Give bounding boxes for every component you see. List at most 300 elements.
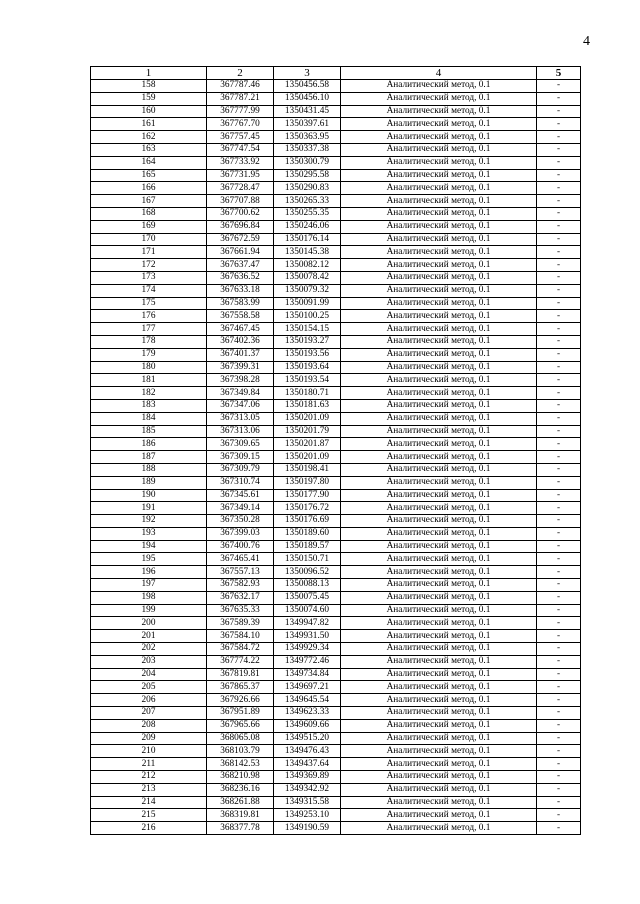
y-coordinate-cell: 1349734.84 — [274, 668, 341, 681]
x-coordinate-cell: 367757.45 — [207, 131, 274, 144]
note-cell: - — [537, 412, 581, 425]
table-row — [91, 694, 581, 707]
y-coordinate-cell: 1350150.71 — [274, 553, 341, 566]
note-cell: - — [537, 502, 581, 515]
table-row — [91, 630, 581, 643]
note-cell: - — [537, 719, 581, 732]
y-coordinate-cell: 1350193.54 — [274, 374, 341, 387]
note-cell: - — [537, 335, 581, 348]
table-row — [91, 207, 581, 220]
table-row — [91, 617, 581, 630]
x-coordinate-cell: 367350.28 — [207, 515, 274, 528]
x-coordinate-cell: 367632.17 — [207, 591, 274, 604]
method-cell: Аналитический метод, 0.1 — [341, 361, 537, 374]
table-row — [91, 604, 581, 617]
method-cell: Аналитический метод, 0.1 — [341, 668, 537, 681]
table-row — [91, 335, 581, 348]
point-number-cell: 200 — [91, 617, 207, 630]
y-coordinate-cell: 1350246.06 — [274, 220, 341, 233]
table-row — [91, 591, 581, 604]
point-number-cell: 181 — [91, 374, 207, 387]
note-cell: - — [537, 809, 581, 822]
note-cell: - — [537, 579, 581, 592]
method-cell: Аналитический метод, 0.1 — [341, 489, 537, 502]
method-cell: Аналитический метод, 0.1 — [341, 822, 537, 835]
y-coordinate-cell: 1350176.72 — [274, 502, 341, 515]
point-number-cell: 209 — [91, 732, 207, 745]
table-row — [91, 246, 581, 259]
point-number-cell: 212 — [91, 771, 207, 784]
y-coordinate-cell: 1350075.45 — [274, 591, 341, 604]
point-number-cell: 167 — [91, 195, 207, 208]
x-coordinate-cell: 367747.54 — [207, 143, 274, 156]
y-coordinate-cell: 1349515.20 — [274, 732, 341, 745]
note-cell: - — [537, 655, 581, 668]
x-coordinate-cell: 367402.36 — [207, 335, 274, 348]
method-cell: Аналитический метод, 0.1 — [341, 451, 537, 464]
table-row — [91, 783, 581, 796]
x-coordinate-cell: 367467.45 — [207, 323, 274, 336]
table-row — [91, 195, 581, 208]
y-coordinate-cell: 1349931.50 — [274, 630, 341, 643]
point-number-cell: 168 — [91, 207, 207, 220]
header-cell-3: 3 — [274, 67, 341, 80]
method-cell: Аналитический метод, 0.1 — [341, 182, 537, 195]
table-row — [91, 463, 581, 476]
note-cell: - — [537, 169, 581, 182]
y-coordinate-cell: 1350193.56 — [274, 348, 341, 361]
y-coordinate-cell: 1350397.61 — [274, 118, 341, 131]
table-row — [91, 156, 581, 169]
x-coordinate-cell: 367584.10 — [207, 630, 274, 643]
note-cell: - — [537, 668, 581, 681]
x-coordinate-cell: 367661.94 — [207, 246, 274, 259]
table-row — [91, 732, 581, 745]
method-cell: Аналитический метод, 0.1 — [341, 758, 537, 771]
y-coordinate-cell: 1350082.12 — [274, 259, 341, 272]
x-coordinate-cell: 367865.37 — [207, 681, 274, 694]
y-coordinate-cell: 1349623.33 — [274, 707, 341, 720]
table-body — [91, 80, 581, 835]
point-number-cell: 179 — [91, 348, 207, 361]
table-header — [91, 67, 581, 80]
x-coordinate-cell: 367345.61 — [207, 489, 274, 502]
method-cell: Аналитический метод, 0.1 — [341, 553, 537, 566]
y-coordinate-cell: 1350177.90 — [274, 489, 341, 502]
x-coordinate-cell: 367787.46 — [207, 80, 274, 93]
table-row — [91, 271, 581, 284]
note-cell: - — [537, 489, 581, 502]
x-coordinate-cell: 367635.33 — [207, 604, 274, 617]
table-row — [91, 105, 581, 118]
point-number-cell: 207 — [91, 707, 207, 720]
point-number-cell: 195 — [91, 553, 207, 566]
x-coordinate-cell: 367309.79 — [207, 463, 274, 476]
method-cell: Аналитический метод, 0.1 — [341, 118, 537, 131]
table-row — [91, 374, 581, 387]
header-cell-2: 2 — [207, 67, 274, 80]
point-number-cell: 162 — [91, 131, 207, 144]
y-coordinate-cell: 1350193.64 — [274, 361, 341, 374]
x-coordinate-cell: 367465.41 — [207, 553, 274, 566]
x-coordinate-cell: 367787.21 — [207, 92, 274, 105]
header-cell-1: 1 — [91, 67, 207, 80]
note-cell: - — [537, 156, 581, 169]
y-coordinate-cell: 1350193.27 — [274, 335, 341, 348]
y-coordinate-cell: 1349697.21 — [274, 681, 341, 694]
y-coordinate-cell: 1350176.69 — [274, 515, 341, 528]
note-cell: - — [537, 566, 581, 579]
table-row — [91, 425, 581, 438]
method-cell: Аналитический метод, 0.1 — [341, 809, 537, 822]
table-row — [91, 681, 581, 694]
x-coordinate-cell: 367399.31 — [207, 361, 274, 374]
y-coordinate-cell: 1350201.87 — [274, 438, 341, 451]
point-number-cell: 158 — [91, 80, 207, 93]
note-cell: - — [537, 361, 581, 374]
point-number-cell: 165 — [91, 169, 207, 182]
y-coordinate-cell: 1349437.64 — [274, 758, 341, 771]
point-number-cell: 211 — [91, 758, 207, 771]
table-row — [91, 655, 581, 668]
point-number-cell: 199 — [91, 604, 207, 617]
note-cell: - — [537, 310, 581, 323]
table-row — [91, 284, 581, 297]
method-cell: Аналитический метод, 0.1 — [341, 143, 537, 156]
x-coordinate-cell: 368065.08 — [207, 732, 274, 745]
table-row — [91, 259, 581, 272]
note-cell: - — [537, 143, 581, 156]
x-coordinate-cell: 367557.13 — [207, 566, 274, 579]
x-coordinate-cell: 367636.52 — [207, 271, 274, 284]
point-number-cell: 203 — [91, 655, 207, 668]
y-coordinate-cell: 1350300.79 — [274, 156, 341, 169]
y-coordinate-cell: 1350255.35 — [274, 207, 341, 220]
point-number-cell: 202 — [91, 643, 207, 656]
y-coordinate-cell: 1350201.09 — [274, 412, 341, 425]
point-number-cell: 174 — [91, 284, 207, 297]
method-cell: Аналитический метод, 0.1 — [341, 604, 537, 617]
y-coordinate-cell: 1350091.99 — [274, 297, 341, 310]
method-cell: Аналитический метод, 0.1 — [341, 387, 537, 400]
table-row — [91, 527, 581, 540]
point-number-cell: 160 — [91, 105, 207, 118]
y-coordinate-cell: 1350265.33 — [274, 195, 341, 208]
note-cell: - — [537, 399, 581, 412]
y-coordinate-cell: 1350145.38 — [274, 246, 341, 259]
x-coordinate-cell: 367707.88 — [207, 195, 274, 208]
x-coordinate-cell: 367926.66 — [207, 694, 274, 707]
note-cell: - — [537, 822, 581, 835]
table-row — [91, 131, 581, 144]
y-coordinate-cell: 1349342.92 — [274, 783, 341, 796]
method-cell: Аналитический метод, 0.1 — [341, 80, 537, 93]
x-coordinate-cell: 368103.79 — [207, 745, 274, 758]
table-row — [91, 796, 581, 809]
table-row — [91, 233, 581, 246]
method-cell: Аналитический метод, 0.1 — [341, 630, 537, 643]
y-coordinate-cell: 1349772.46 — [274, 655, 341, 668]
x-coordinate-cell: 367731.95 — [207, 169, 274, 182]
note-cell: - — [537, 643, 581, 656]
note-cell: - — [537, 284, 581, 297]
x-coordinate-cell: 367696.84 — [207, 220, 274, 233]
note-cell: - — [537, 323, 581, 336]
point-number-cell: 193 — [91, 527, 207, 540]
x-coordinate-cell: 367777.99 — [207, 105, 274, 118]
x-coordinate-cell: 367349.84 — [207, 387, 274, 400]
x-coordinate-cell: 368261.88 — [207, 796, 274, 809]
x-coordinate-cell: 367637.47 — [207, 259, 274, 272]
note-cell: - — [537, 732, 581, 745]
note-cell: - — [537, 131, 581, 144]
x-coordinate-cell: 367672.59 — [207, 233, 274, 246]
note-cell: - — [537, 80, 581, 93]
note-cell: - — [537, 604, 581, 617]
y-coordinate-cell: 1350363.95 — [274, 131, 341, 144]
note-cell: - — [537, 694, 581, 707]
table-row — [91, 182, 581, 195]
table-row — [91, 118, 581, 131]
x-coordinate-cell: 367589.39 — [207, 617, 274, 630]
x-coordinate-cell: 367633.18 — [207, 284, 274, 297]
table-row — [91, 707, 581, 720]
y-coordinate-cell: 1350078.42 — [274, 271, 341, 284]
method-cell: Аналитический метод, 0.1 — [341, 284, 537, 297]
y-coordinate-cell: 1350456.58 — [274, 80, 341, 93]
point-number-cell: 176 — [91, 310, 207, 323]
point-number-cell: 169 — [91, 220, 207, 233]
point-number-cell: 191 — [91, 502, 207, 515]
point-number-cell: 189 — [91, 476, 207, 489]
x-coordinate-cell: 367313.05 — [207, 412, 274, 425]
method-cell: Аналитический метод, 0.1 — [341, 131, 537, 144]
point-number-cell: 180 — [91, 361, 207, 374]
point-number-cell: 206 — [91, 694, 207, 707]
note-cell: - — [537, 105, 581, 118]
y-coordinate-cell: 1350290.83 — [274, 182, 341, 195]
x-coordinate-cell: 367347.06 — [207, 399, 274, 412]
table-row — [91, 80, 581, 93]
method-cell: Аналитический метод, 0.1 — [341, 566, 537, 579]
table-row — [91, 643, 581, 656]
note-cell: - — [537, 220, 581, 233]
point-number-cell: 198 — [91, 591, 207, 604]
x-coordinate-cell: 367558.58 — [207, 310, 274, 323]
point-number-cell: 171 — [91, 246, 207, 259]
y-coordinate-cell: 1350337.38 — [274, 143, 341, 156]
x-coordinate-cell: 367398.28 — [207, 374, 274, 387]
table-row — [91, 758, 581, 771]
x-coordinate-cell: 367349.14 — [207, 502, 274, 515]
note-cell: - — [537, 527, 581, 540]
note-cell: - — [537, 374, 581, 387]
method-cell: Аналитический метод, 0.1 — [341, 412, 537, 425]
y-coordinate-cell: 1349645.54 — [274, 694, 341, 707]
y-coordinate-cell: 1350088.13 — [274, 579, 341, 592]
table-row — [91, 515, 581, 528]
y-coordinate-cell: 1350154.15 — [274, 323, 341, 336]
x-coordinate-cell: 367584.72 — [207, 643, 274, 656]
point-number-cell: 196 — [91, 566, 207, 579]
point-number-cell: 182 — [91, 387, 207, 400]
point-number-cell: 187 — [91, 451, 207, 464]
table-row — [91, 553, 581, 566]
point-number-cell: 178 — [91, 335, 207, 348]
method-cell: Аналитический метод, 0.1 — [341, 463, 537, 476]
note-cell: - — [537, 553, 581, 566]
y-coordinate-cell: 1349476.43 — [274, 745, 341, 758]
method-cell: Аналитический метод, 0.1 — [341, 745, 537, 758]
y-coordinate-cell: 1350189.57 — [274, 540, 341, 553]
note-cell: - — [537, 783, 581, 796]
table-row — [91, 323, 581, 336]
table-row — [91, 310, 581, 323]
point-number-cell: 215 — [91, 809, 207, 822]
table-row — [91, 297, 581, 310]
point-number-cell: 185 — [91, 425, 207, 438]
note-cell: - — [537, 771, 581, 784]
note-cell: - — [537, 271, 581, 284]
point-number-cell: 173 — [91, 271, 207, 284]
method-cell: Аналитический метод, 0.1 — [341, 771, 537, 784]
note-cell: - — [537, 259, 581, 272]
point-number-cell: 183 — [91, 399, 207, 412]
point-number-cell: 210 — [91, 745, 207, 758]
method-cell: Аналитический метод, 0.1 — [341, 335, 537, 348]
x-coordinate-cell: 367310.74 — [207, 476, 274, 489]
method-cell: Аналитический метод, 0.1 — [341, 105, 537, 118]
method-cell: Аналитический метод, 0.1 — [341, 374, 537, 387]
note-cell: - — [537, 207, 581, 220]
point-number-cell: 197 — [91, 579, 207, 592]
method-cell: Аналитический метод, 0.1 — [341, 195, 537, 208]
header-row — [91, 67, 581, 80]
note-cell: - — [537, 463, 581, 476]
note-cell: - — [537, 182, 581, 195]
x-coordinate-cell: 367401.37 — [207, 348, 274, 361]
method-cell: Аналитический метод, 0.1 — [341, 783, 537, 796]
table-row — [91, 361, 581, 374]
x-coordinate-cell: 367583.99 — [207, 297, 274, 310]
point-number-cell: 172 — [91, 259, 207, 272]
point-number-cell: 204 — [91, 668, 207, 681]
method-cell: Аналитический метод, 0.1 — [341, 259, 537, 272]
table-row — [91, 540, 581, 553]
y-coordinate-cell: 1350180.71 — [274, 387, 341, 400]
y-coordinate-cell: 1350201.79 — [274, 425, 341, 438]
table-row — [91, 143, 581, 156]
method-cell: Аналитический метод, 0.1 — [341, 540, 537, 553]
note-cell: - — [537, 425, 581, 438]
method-cell: Аналитический метод, 0.1 — [341, 169, 537, 182]
note-cell: - — [537, 540, 581, 553]
method-cell: Аналитический метод, 0.1 — [341, 156, 537, 169]
table-row — [91, 566, 581, 579]
y-coordinate-cell: 1350198.41 — [274, 463, 341, 476]
x-coordinate-cell: 368142.53 — [207, 758, 274, 771]
x-coordinate-cell: 367400.76 — [207, 540, 274, 553]
table-row — [91, 412, 581, 425]
y-coordinate-cell: 1349609.66 — [274, 719, 341, 732]
table-row — [91, 822, 581, 835]
method-cell: Аналитический метод, 0.1 — [341, 591, 537, 604]
note-cell: - — [537, 92, 581, 105]
note-cell: - — [537, 476, 581, 489]
method-cell: Аналитический метод, 0.1 — [341, 707, 537, 720]
x-coordinate-cell: 367819.81 — [207, 668, 274, 681]
point-number-cell: 175 — [91, 297, 207, 310]
y-coordinate-cell: 1350100.25 — [274, 310, 341, 323]
x-coordinate-cell: 367728.47 — [207, 182, 274, 195]
x-coordinate-cell: 367582.93 — [207, 579, 274, 592]
table-row — [91, 438, 581, 451]
note-cell: - — [537, 758, 581, 771]
method-cell: Аналитический метод, 0.1 — [341, 438, 537, 451]
point-number-cell: 186 — [91, 438, 207, 451]
method-cell: Аналитический метод, 0.1 — [341, 92, 537, 105]
note-cell: - — [537, 591, 581, 604]
method-cell: Аналитический метод, 0.1 — [341, 643, 537, 656]
method-cell: Аналитический метод, 0.1 — [341, 297, 537, 310]
point-number-cell: 161 — [91, 118, 207, 131]
header-cell-5: 5 — [537, 67, 581, 80]
point-number-cell: 163 — [91, 143, 207, 156]
method-cell: Аналитический метод, 0.1 — [341, 246, 537, 259]
point-number-cell: 190 — [91, 489, 207, 502]
point-number-cell: 166 — [91, 182, 207, 195]
x-coordinate-cell: 367733.92 — [207, 156, 274, 169]
note-cell: - — [537, 195, 581, 208]
x-coordinate-cell: 367313.06 — [207, 425, 274, 438]
y-coordinate-cell: 1349369.89 — [274, 771, 341, 784]
note-cell: - — [537, 630, 581, 643]
point-number-cell: 164 — [91, 156, 207, 169]
table-row — [91, 387, 581, 400]
y-coordinate-cell: 1350079.32 — [274, 284, 341, 297]
y-coordinate-cell: 1350176.14 — [274, 233, 341, 246]
method-cell: Аналитический метод, 0.1 — [341, 310, 537, 323]
point-number-cell: 184 — [91, 412, 207, 425]
note-cell: - — [537, 348, 581, 361]
note-cell: - — [537, 118, 581, 131]
x-coordinate-cell: 368319.81 — [207, 809, 274, 822]
point-number-cell: 201 — [91, 630, 207, 643]
table-row — [91, 399, 581, 412]
note-cell: - — [537, 681, 581, 694]
method-cell: Аналитический метод, 0.1 — [341, 655, 537, 668]
method-cell: Аналитический метод, 0.1 — [341, 617, 537, 630]
page-number: 4 — [583, 34, 590, 49]
y-coordinate-cell: 1350295.58 — [274, 169, 341, 182]
point-number-cell: 216 — [91, 822, 207, 835]
table-row — [91, 719, 581, 732]
header-cell-4: 4 — [341, 67, 537, 80]
table-row — [91, 348, 581, 361]
y-coordinate-cell: 1349947.82 — [274, 617, 341, 630]
method-cell: Аналитический метод, 0.1 — [341, 323, 537, 336]
method-cell: Аналитический метод, 0.1 — [341, 399, 537, 412]
method-cell: Аналитический метод, 0.1 — [341, 220, 537, 233]
x-coordinate-cell: 367309.65 — [207, 438, 274, 451]
table-row — [91, 745, 581, 758]
table-row — [91, 169, 581, 182]
method-cell: Аналитический метод, 0.1 — [341, 502, 537, 515]
y-coordinate-cell: 1349315.58 — [274, 796, 341, 809]
method-cell: Аналитический метод, 0.1 — [341, 579, 537, 592]
coordinates-table — [90, 66, 581, 835]
note-cell: - — [537, 515, 581, 528]
